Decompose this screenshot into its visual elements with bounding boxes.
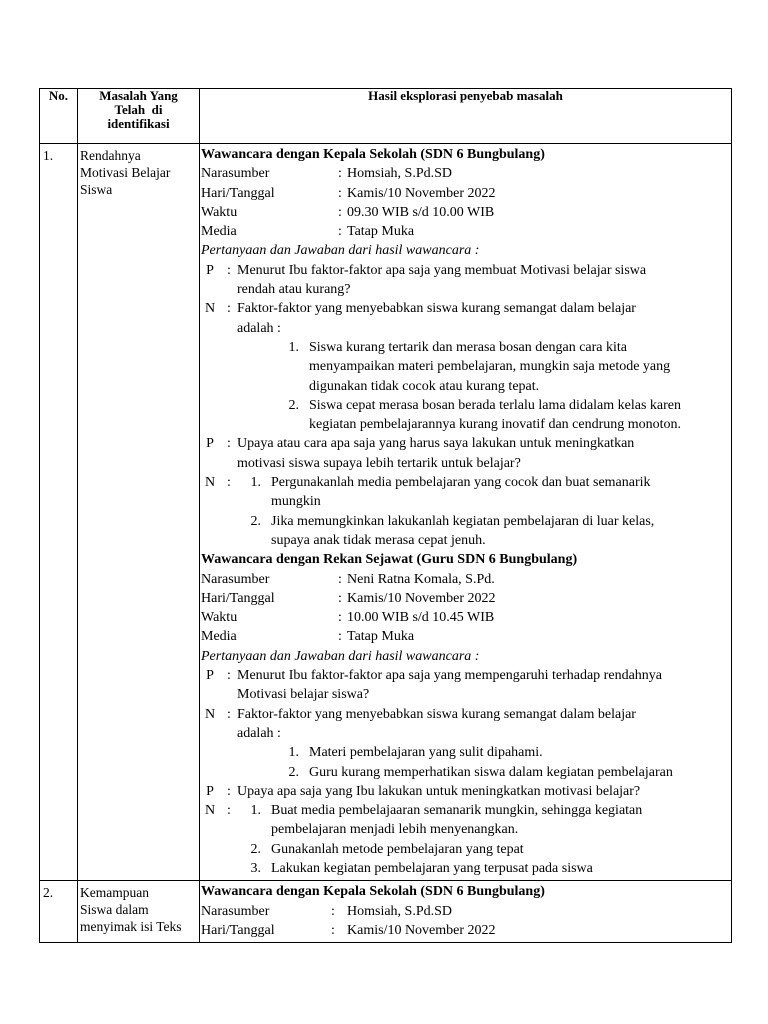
field-label: Hari/Tanggal bbox=[201, 185, 275, 201]
list-line: supaya anak tidak merasa cepat jenuh. bbox=[271, 532, 486, 548]
interview-field bbox=[201, 902, 731, 921]
qa-list-item bbox=[237, 512, 731, 551]
field-colon: : bbox=[338, 590, 342, 606]
field-label: Hari/Tanggal bbox=[201, 590, 275, 606]
qa-text bbox=[237, 434, 731, 473]
list-number: 2. bbox=[288, 397, 299, 413]
list-number: 2. bbox=[250, 841, 261, 857]
field-value: Homsiah, S.Pd.SD bbox=[347, 903, 453, 919]
row-number: 2. bbox=[40, 881, 78, 943]
field-value: Tatap Muka bbox=[347, 224, 415, 240]
field-label: Media bbox=[201, 224, 237, 240]
list-line: mungkin bbox=[271, 494, 321, 510]
field-value: 09.30 WIB s/d 10.00 WIB bbox=[347, 204, 495, 220]
list-text bbox=[271, 840, 731, 859]
list-line: Lakukan kegiatan pembelajaran yang terpusat pada siswa bbox=[271, 860, 593, 876]
field-colon: : bbox=[338, 571, 342, 587]
qa-text bbox=[237, 801, 731, 878]
list-line: digunakan tidak cocok atau kurang tepat. bbox=[309, 378, 540, 394]
header-issue-line: Masalah Yang bbox=[99, 88, 178, 103]
table-row bbox=[40, 144, 732, 881]
issue-line: menyimak isi Teks bbox=[80, 919, 182, 935]
qa-speaker: P bbox=[206, 783, 214, 799]
field-value: Kamis/10 November 2022 bbox=[347, 185, 496, 201]
row-number: 1. bbox=[40, 144, 78, 881]
field-label: Waktu bbox=[201, 204, 238, 220]
interview-field bbox=[201, 164, 731, 183]
qa-list-item bbox=[237, 473, 731, 512]
list-text bbox=[271, 473, 731, 512]
qa-colon: : bbox=[227, 262, 231, 278]
list-line: Jika memungkinkan lakukanlah kegiatan pembelajaran di luar kelas, bbox=[271, 513, 655, 529]
qa-list-item bbox=[237, 840, 731, 859]
qa-line: Faktor-faktor yang menyebabkan siswa kurang semangat dalam belajar bbox=[237, 706, 636, 722]
qa-list-item bbox=[237, 801, 731, 840]
qa-speaker: N bbox=[204, 475, 216, 491]
qa-list-item bbox=[237, 859, 731, 878]
field-value: 10.00 WIB s/d 10.45 WIB bbox=[347, 610, 495, 626]
qa-line: Menurut Ibu faktor-faktor apa saja yang mempengaruhi terhadap rendahnya bbox=[237, 668, 662, 684]
qa-entry bbox=[201, 261, 731, 300]
row-issue bbox=[78, 144, 200, 881]
qa-entry bbox=[201, 666, 731, 705]
qa-speaker: N bbox=[204, 803, 216, 819]
list-line: Siswa kurang tertarik dan merasa bosan dengan cara kita bbox=[309, 339, 627, 355]
interview-title: Wawancara dengan Kepala Sekolah (SDN 6 Bungbulang) bbox=[201, 884, 545, 900]
qa-speaker: P bbox=[206, 436, 214, 452]
field-label: Hari/Tanggal bbox=[201, 922, 275, 938]
field-label: Narasumber bbox=[201, 571, 270, 587]
qa-list-item bbox=[275, 763, 731, 782]
list-number: 1. bbox=[250, 475, 261, 491]
qa-list-item bbox=[275, 338, 731, 396]
list-line: kegiatan pembelajarannya kurang inovatif dan cendrung monoton. bbox=[309, 417, 682, 433]
list-number: 1. bbox=[288, 745, 299, 761]
table-body bbox=[40, 144, 732, 943]
qa-text bbox=[237, 299, 731, 434]
header-result: Hasil eksplorasi penyebab masalah bbox=[200, 89, 732, 144]
qa-line: Upaya atau cara apa saja yang harus saya lakukan untuk meningkatkan bbox=[237, 436, 635, 452]
field-colon: : bbox=[338, 166, 342, 182]
qa-colon: : bbox=[227, 475, 231, 491]
list-text bbox=[271, 859, 731, 878]
qa-entry bbox=[201, 473, 731, 550]
qa-line: Motivasi belajar siswa? bbox=[237, 687, 370, 703]
interview-field bbox=[201, 921, 731, 940]
qa-colon: : bbox=[227, 436, 231, 452]
list-line: Guru kurang memperhatikan siswa dalam kegiatan pembelajaran bbox=[309, 764, 673, 780]
qa-text bbox=[237, 782, 731, 801]
list-text bbox=[309, 396, 731, 435]
issue-line: Motivasi Belajar bbox=[80, 165, 171, 180]
list-line: Pergunakanlah media pembelajaran yang cocok dan buat semanarik bbox=[271, 475, 651, 491]
list-text bbox=[309, 338, 731, 396]
row-result bbox=[200, 144, 732, 881]
qa-speaker: P bbox=[206, 668, 214, 684]
interview-field bbox=[201, 184, 731, 203]
qa-line: motivasi siswa supaya lebih tertarik untuk belajar? bbox=[237, 455, 521, 471]
interview-field bbox=[201, 203, 731, 222]
field-label: Waktu bbox=[201, 610, 238, 626]
interview-field bbox=[201, 222, 731, 241]
qa-speaker: P bbox=[206, 262, 214, 278]
list-text bbox=[309, 763, 731, 782]
field-label: Narasumber bbox=[201, 166, 270, 182]
qa-line: adalah : bbox=[237, 320, 281, 336]
qa-entry bbox=[201, 299, 731, 434]
field-value: Neni Ratna Komala, S.Pd. bbox=[347, 571, 495, 587]
qa-colon: : bbox=[227, 301, 231, 317]
list-line: Siswa cepat merasa bosan berada terlalu lama didalam kelas karen bbox=[309, 397, 682, 413]
qa-text bbox=[237, 666, 731, 705]
interview-field bbox=[201, 627, 731, 646]
qa-speaker: N bbox=[204, 706, 216, 722]
qa-text bbox=[237, 705, 731, 782]
field-colon: : bbox=[338, 629, 342, 645]
field-colon: : bbox=[338, 185, 342, 201]
interview-title: Wawancara dengan Kepala Sekolah (SDN 6 Bungbulang) bbox=[201, 147, 545, 162]
qa-list-item bbox=[275, 396, 731, 435]
header-row bbox=[40, 89, 732, 144]
list-line: Materi pembelajaran yang sulit dipahami. bbox=[309, 745, 543, 761]
interview-field bbox=[201, 570, 731, 589]
field-value: Kamis/10 November 2022 bbox=[347, 590, 496, 606]
header-no: No. bbox=[40, 89, 78, 144]
row-issue bbox=[78, 881, 200, 943]
list-line: Buat media pembelajaaran semanarik mungkin, sehingga kegiatan bbox=[271, 803, 643, 819]
interview-title: Wawancara dengan Rekan Sejawat (Guru SDN 6 Bungbulang) bbox=[201, 552, 578, 568]
header-issue-line: Telah di bbox=[114, 102, 163, 117]
interview-field bbox=[201, 589, 731, 608]
list-number: 1. bbox=[250, 803, 261, 819]
qa-colon: : bbox=[227, 803, 231, 819]
list-text bbox=[309, 743, 731, 762]
field-colon: : bbox=[338, 224, 342, 240]
list-number: 2. bbox=[250, 513, 261, 529]
list-number: 1. bbox=[288, 339, 299, 355]
field-colon: : bbox=[331, 922, 335, 938]
qa-line: Faktor-faktor yang menyebabkan siswa kurang semangat dalam belajar bbox=[237, 301, 636, 317]
field-colon: : bbox=[338, 204, 342, 220]
qa-colon: : bbox=[227, 783, 231, 799]
field-value: Kamis/10 November 2022 bbox=[347, 922, 496, 938]
list-number: 3. bbox=[250, 860, 261, 876]
qa-line: Menurut Ibu faktor-faktor apa saja yang membuat Motivasi belajar siswa bbox=[237, 262, 647, 278]
list-number: 2. bbox=[288, 764, 299, 780]
list-line: Gunakanlah metode pembelajaran yang tepat bbox=[271, 841, 524, 857]
qa-colon: : bbox=[227, 706, 231, 722]
field-value: Homsiah, S.Pd.SD bbox=[347, 166, 453, 182]
issue-line: Rendahnya bbox=[80, 148, 141, 163]
header-issue-line: identifikasi bbox=[107, 116, 170, 131]
qa-entry bbox=[201, 434, 731, 473]
field-colon: : bbox=[338, 610, 342, 626]
field-label: Media bbox=[201, 629, 237, 645]
qa-entry bbox=[201, 705, 731, 782]
issue-line: Siswa bbox=[80, 182, 113, 197]
field-value: Tatap Muka bbox=[347, 629, 415, 645]
list-line: pembelajaran menjadi lebih menyenangkan. bbox=[271, 822, 519, 838]
qa-speaker: N bbox=[204, 301, 216, 317]
qa-text bbox=[237, 473, 731, 550]
qa-text bbox=[237, 261, 731, 300]
list-text bbox=[271, 801, 731, 840]
qa-entry bbox=[201, 782, 731, 801]
qa-entry bbox=[201, 801, 731, 878]
issue-line: Kemampuan bbox=[80, 885, 149, 901]
row-result bbox=[200, 881, 732, 943]
field-colon: : bbox=[331, 903, 335, 919]
table-row bbox=[40, 881, 732, 943]
qa-intro: Pertanyaan dan Jawaban dari hasil wawancara : bbox=[201, 243, 480, 259]
qa-list-item bbox=[275, 743, 731, 762]
issue-line: Siswa dalam bbox=[80, 902, 149, 918]
exploration-table bbox=[39, 88, 732, 943]
qa-line: Upaya apa saja yang Ibu lakukan untuk meningkatkan motivasi belajar? bbox=[237, 783, 641, 799]
qa-intro: Pertanyaan dan Jawaban dari hasil wawancara : bbox=[201, 648, 480, 664]
list-line: menyampaikan materi pembelajaran, mungkin saja metode yang bbox=[309, 359, 671, 375]
header-issue bbox=[78, 89, 200, 144]
qa-line: rendah atau kurang? bbox=[237, 282, 351, 298]
qa-line: adalah : bbox=[237, 725, 281, 741]
qa-colon: : bbox=[227, 668, 231, 684]
field-label: Narasumber bbox=[201, 903, 270, 919]
interview-field bbox=[201, 608, 731, 627]
list-text bbox=[271, 512, 731, 551]
